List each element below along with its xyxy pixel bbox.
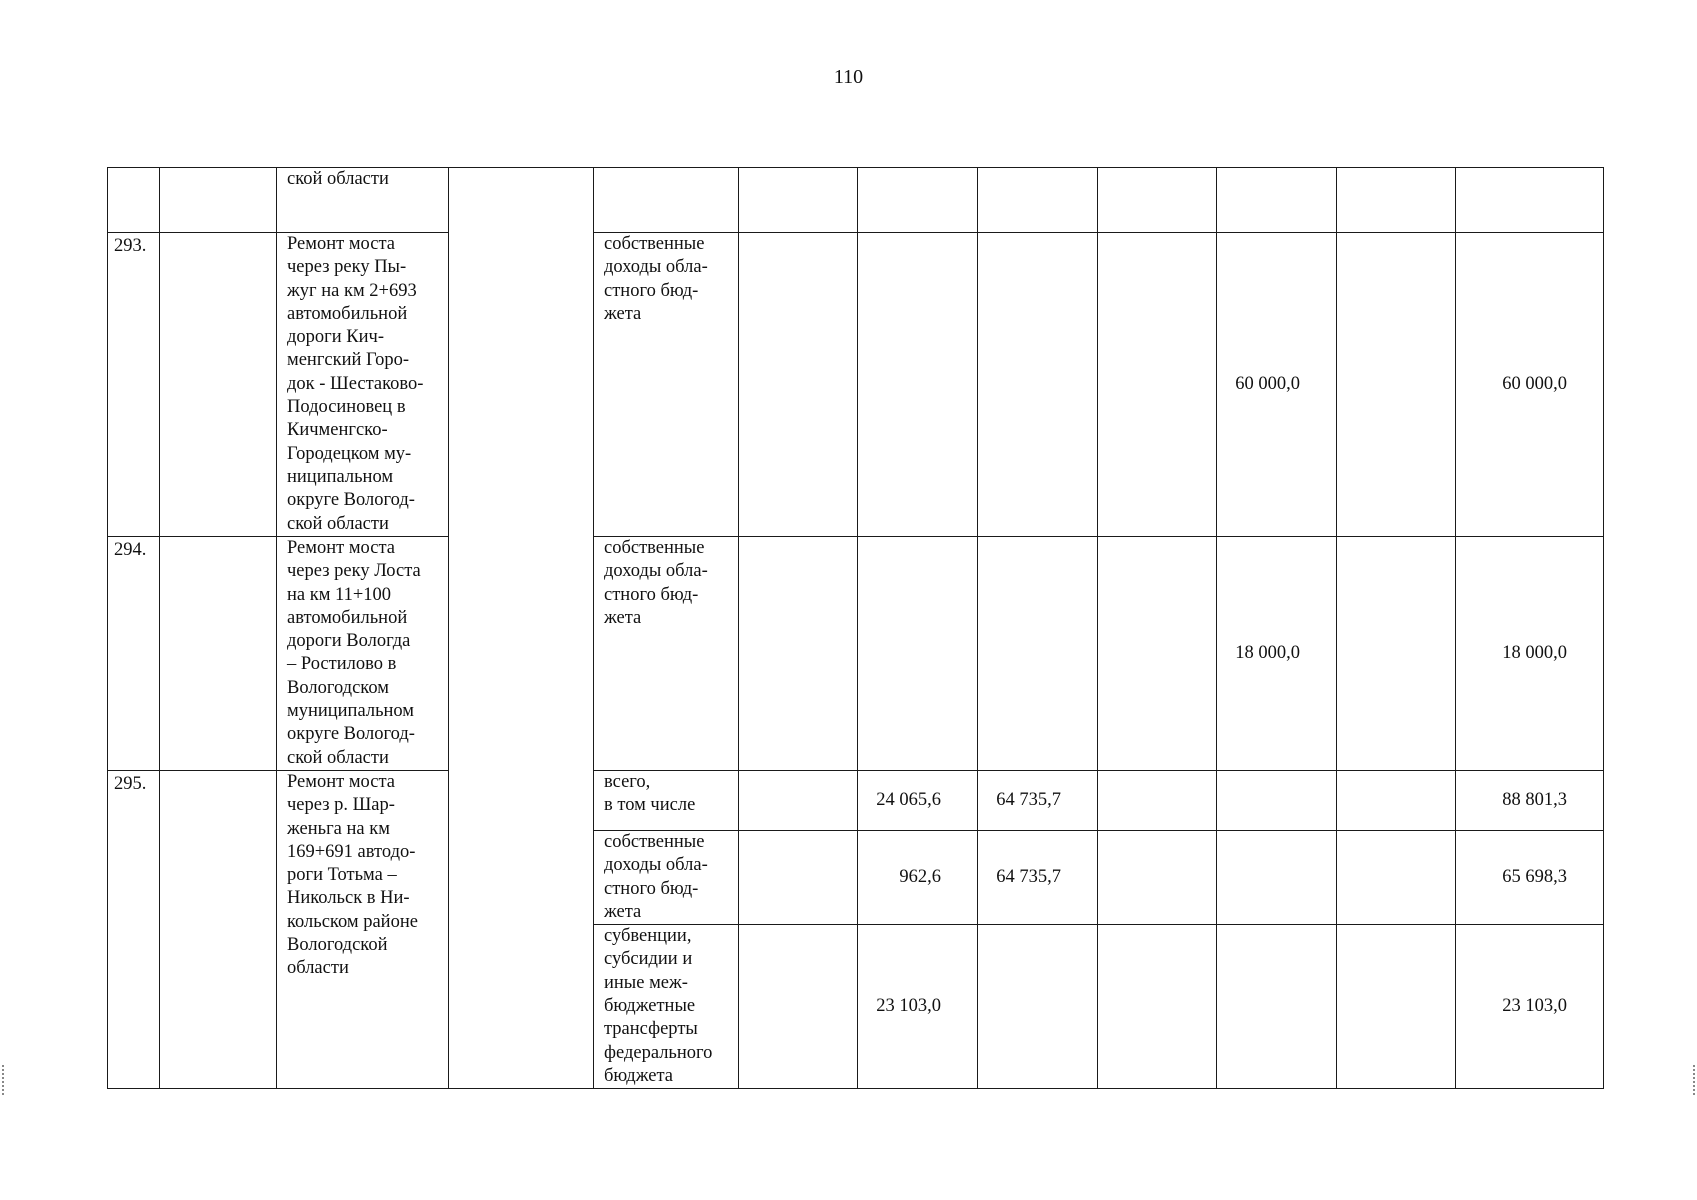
total-cell: 65 698,3 — [1456, 830, 1604, 924]
total-cell: 88 801,3 — [1456, 770, 1604, 830]
scan-edge-mark-right — [1693, 1065, 1695, 1095]
amount-cell: 23 103,0 — [858, 925, 978, 1089]
total-cell: 18 000,0 — [1456, 537, 1604, 771]
amount-cell: 962,6 — [858, 830, 978, 924]
table-row-294 — [108, 537, 1604, 771]
continuation-name-cell: ской области — [277, 168, 449, 233]
table-row-295-total — [108, 770, 1604, 830]
amount-cell: 24 065,6 — [858, 770, 978, 830]
funding-source: всего, в том числе — [594, 770, 739, 830]
funding-source: субвенции, субсидии и иные меж- бюджетные трансферты федерального бюджета — [594, 925, 739, 1089]
financing-table — [107, 167, 1604, 1089]
row-number: 294. — [108, 537, 160, 771]
total-cell: 23 103,0 — [1456, 925, 1604, 1089]
table-row-continuation — [108, 168, 1604, 233]
funding-source: собственные доходы обла- стного бюд- жета — [594, 830, 739, 924]
page-number: 110 — [833, 66, 864, 88]
merged-empty-column — [449, 168, 594, 1089]
row-number: 295. — [108, 770, 160, 1088]
total-cell: 60 000,0 — [1456, 233, 1604, 537]
amount-cell: 64 735,7 — [978, 770, 1098, 830]
object-name: Ремонт моста через р. Шар- женьга на км 169+691 автодо- роги Тотьма – Никольск в Ни- кольском районе Вологодской области — [277, 770, 449, 1088]
amount-cell: 18 000,0 — [1217, 537, 1337, 771]
row-number: 293. — [108, 233, 160, 537]
amount-cell: 64 735,7 — [978, 830, 1098, 924]
scan-edge-mark-left — [2, 1065, 4, 1095]
amount-cell: 60 000,0 — [1217, 233, 1337, 537]
funding-source: собственные доходы обла- стного бюд- жета — [594, 537, 739, 771]
object-name: Ремонт моста через реку Пы- жуг на км 2+693 автомобильной дороги Кич- менгский Горо- док - Шестаково- Подосиновец в Кичменгско- Городецком му- ниципальном округе Вологод- ской области — [277, 233, 449, 537]
table-row-293 — [108, 233, 1604, 537]
funding-source: собственные доходы обла- стного бюд- жета — [594, 233, 739, 537]
object-name: Ремонт моста через реку Лоста на км 11+100 автомобильной дороги Вологда – Ростилово в Вологодском муниципальном округе Вологод- ской области — [277, 537, 449, 771]
